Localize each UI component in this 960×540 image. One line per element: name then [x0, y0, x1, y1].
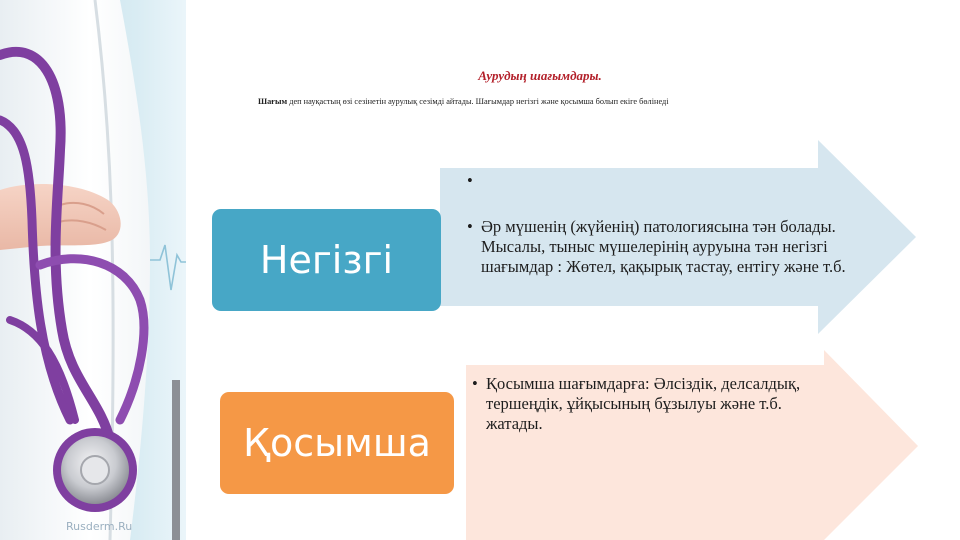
main-complaints-list	[460, 171, 860, 277]
slide-subtitle	[258, 97, 858, 106]
main-complaints-card	[212, 209, 441, 311]
subtitle-rest: деп науқастың өзі сезінетін аурулық сезімді айтады. Шағымдар негізгі және қосымша болып екіге бөлінеді	[287, 97, 669, 106]
watermark: Rusderm.Ru	[66, 520, 133, 533]
subtitle-lead: Шағым	[258, 97, 288, 106]
additional-complaints-label: Қосымша	[243, 421, 431, 465]
list-item: • Әр мүшенің (жүйенің) патологиясына тән болады. Мысалы, тыныс мүшелерінің ауруына тән негізгі шағымдар : Жөтел, қақырық тастау, ентігу және т.б.	[460, 217, 860, 277]
main-complaints-label: Негізгі	[259, 238, 394, 282]
list-item: • Қосымша шағымдарға: Әлсіздік, делсалдық, тершеңдік, ұйқысының бұзылуы және т.б. жатады.	[465, 374, 825, 434]
list-item	[460, 171, 860, 191]
additional-complaints-card	[220, 392, 454, 494]
additional-complaints-list	[465, 374, 825, 434]
slide-title: Аурудың шағымдары.	[478, 68, 602, 83]
